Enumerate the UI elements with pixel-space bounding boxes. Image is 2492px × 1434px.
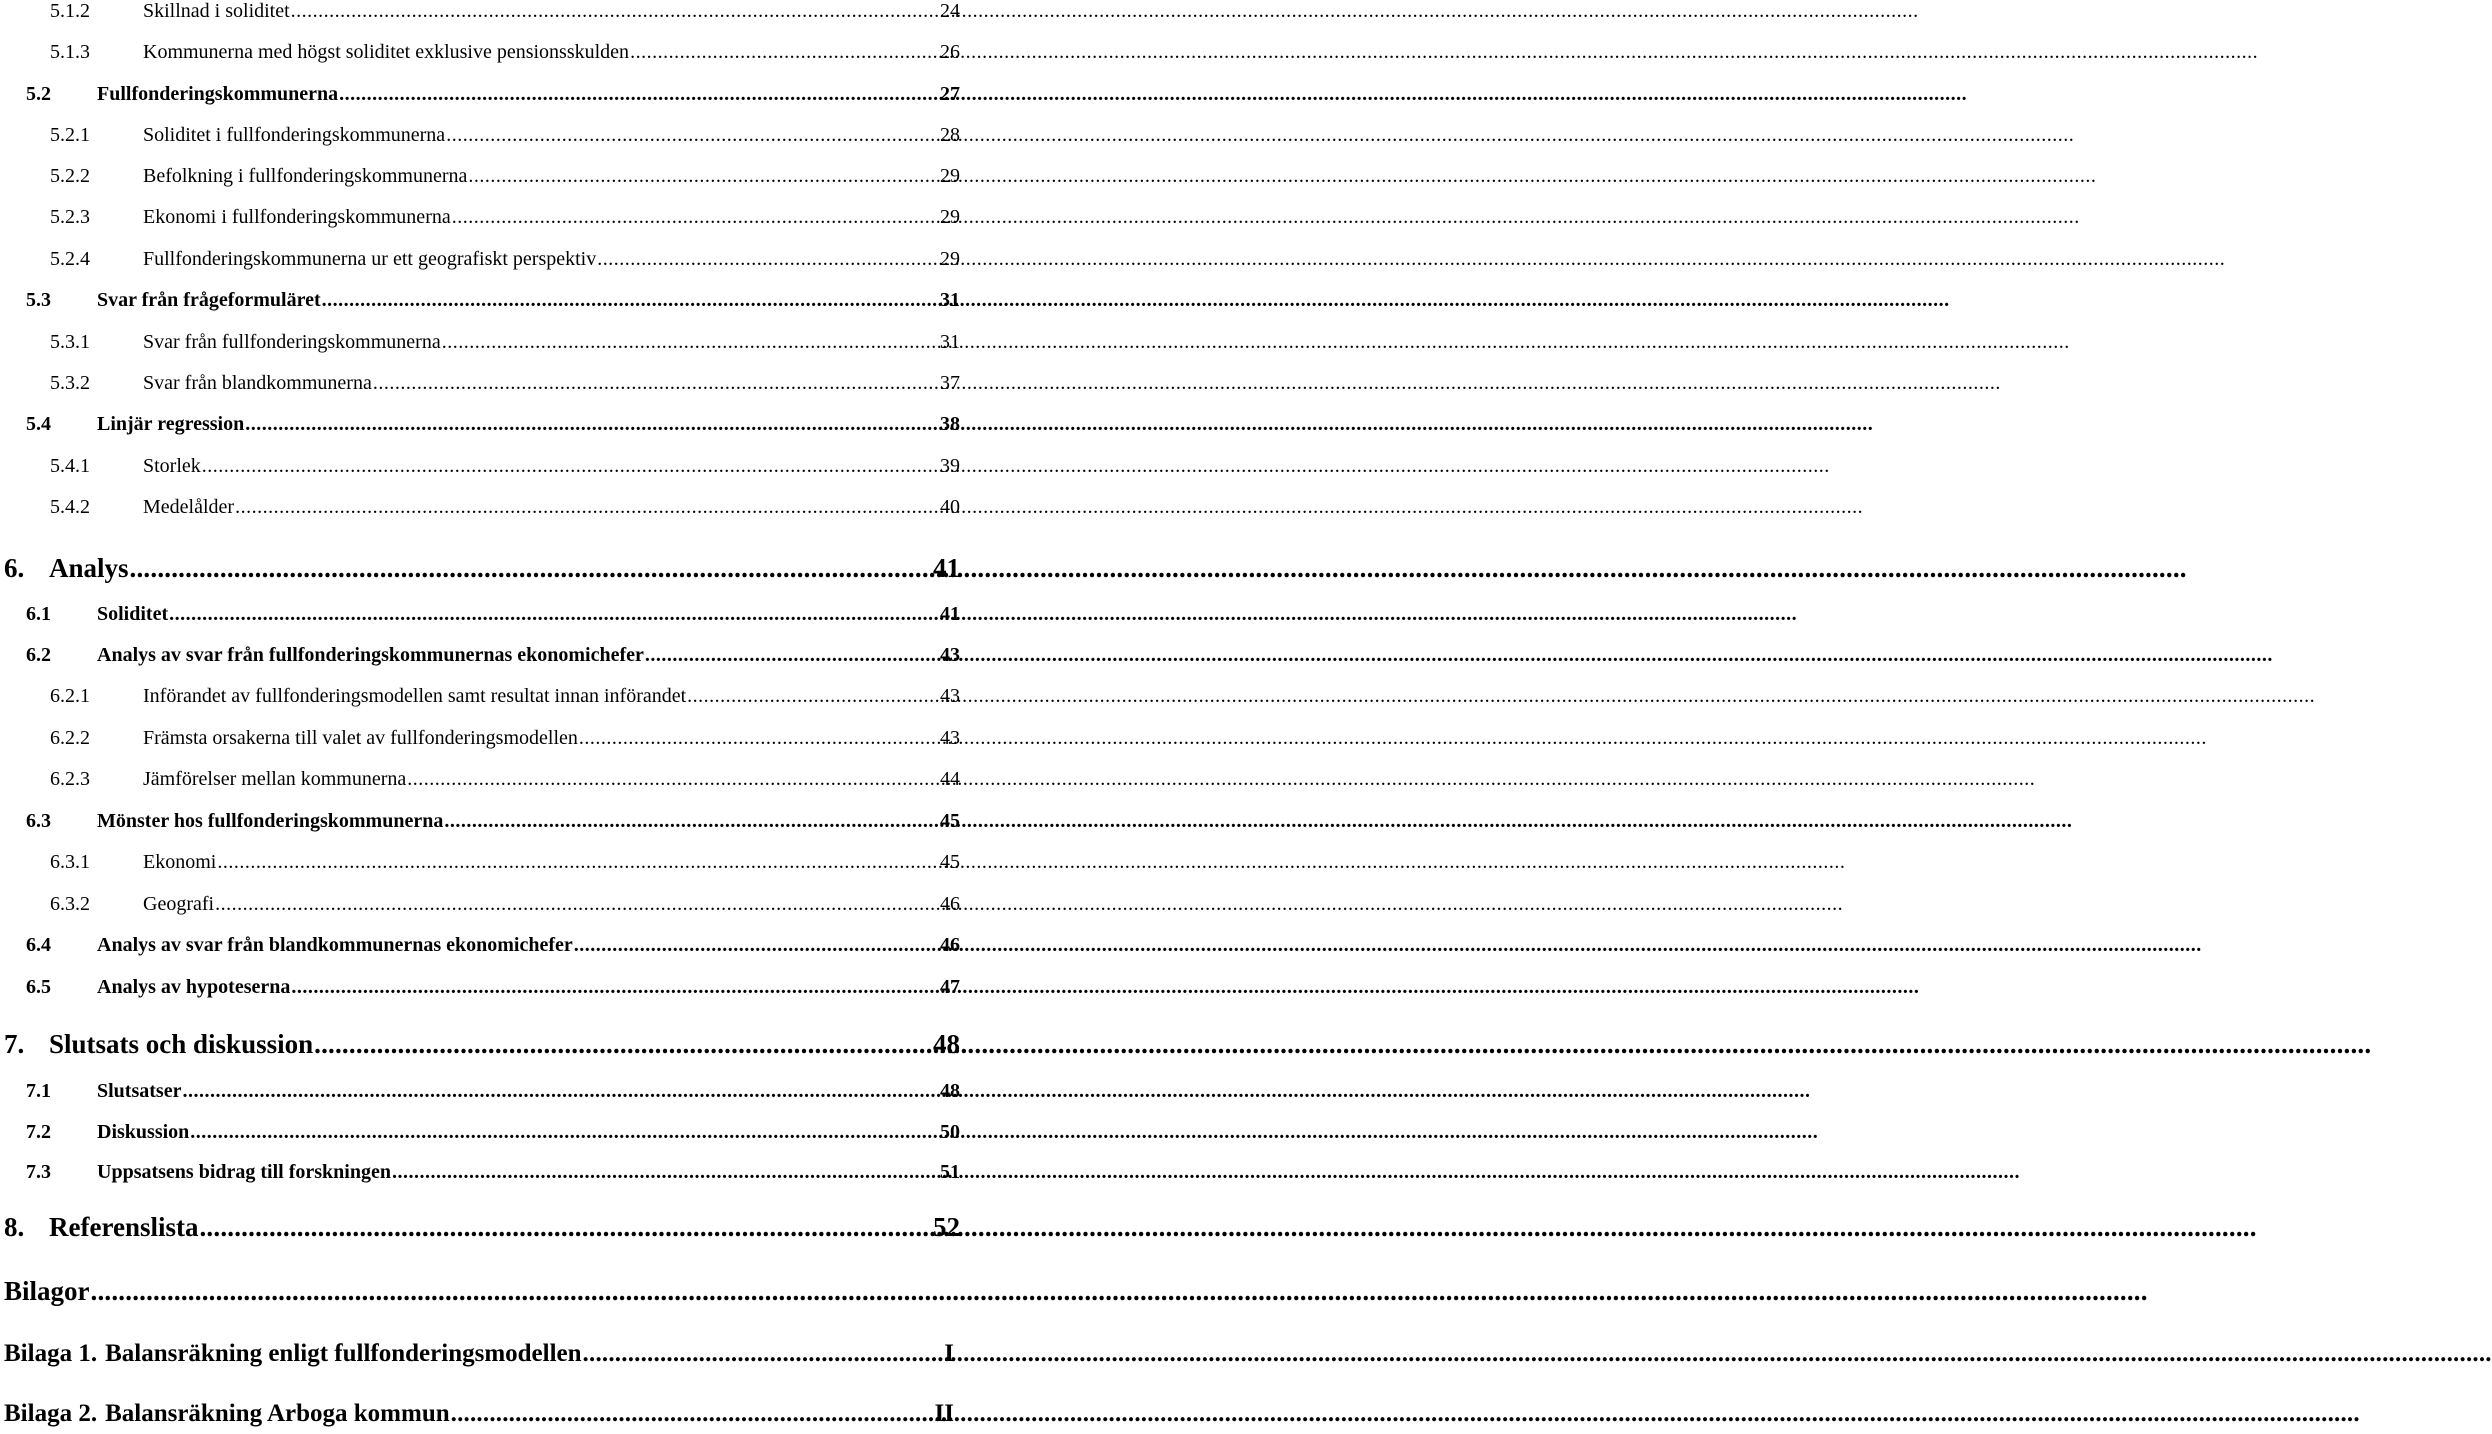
toc-dot-leader (446, 124, 939, 147)
toc-entry-number: 7.3 (26, 1161, 51, 1183)
toc-entry-page-number: 51 (940, 1161, 960, 1183)
toc-entry[interactable] (26, 934, 960, 957)
toc-entry-title: Fullfonderingskommunerna ur ett geografiskt perspektiv (143, 248, 597, 270)
toc-dot-leader (291, 0, 939, 23)
toc-dot-leader (574, 934, 939, 957)
toc-entry[interactable] (26, 603, 960, 626)
toc-entry[interactable] (50, 727, 960, 750)
toc-entry-number: 5.4.1 (50, 455, 90, 477)
toc-entry-title: Jämförelser mellan kommunerna (143, 768, 407, 790)
toc-entry-number: 5.2.3 (50, 206, 90, 228)
toc-entry[interactable] (50, 893, 960, 916)
toc-entry[interactable] (50, 206, 960, 229)
toc-entry-title: Mönster hos fullfonderingskommunerna (97, 810, 444, 832)
toc-entry-number: 5.1.2 (50, 0, 90, 22)
toc-entry[interactable] (26, 810, 960, 833)
toc-dot-leader (245, 413, 939, 436)
toc-entry-number: 5.2 (26, 83, 51, 105)
toc-entry-title: Svar från frågeformuläret (97, 289, 321, 311)
toc-entry-page-number: 39 (940, 455, 960, 477)
toc-entry-title: Fullfonderingskommunerna (97, 83, 339, 105)
toc-entry-page-number: 40 (940, 496, 960, 518)
toc-entry[interactable] (4, 553, 960, 584)
toc-entry-number: 7.1 (26, 1080, 51, 1102)
toc-entry-title: Främsta orsakerna till valet av fullfonderingsmodellen (143, 727, 578, 749)
toc-entry-number: 5.4.2 (50, 496, 90, 518)
toc-dot-leader (452, 206, 939, 229)
toc-entry-title: Bilagor (4, 1276, 90, 1306)
toc-entry[interactable] (50, 0, 960, 23)
toc-dot-leader (597, 248, 939, 271)
toc-dot-leader (630, 41, 939, 64)
toc-entry-number: 8. (4, 1212, 25, 1242)
table-of-contents (0, 0, 960, 1434)
toc-entry[interactable] (50, 165, 960, 188)
toc-entry-title: Diskussion (97, 1121, 190, 1143)
toc-dot-leader (392, 1161, 939, 1184)
toc-entry[interactable] (26, 289, 960, 312)
toc-entry-page-number: 43 (940, 727, 960, 749)
toc-entry[interactable] (50, 685, 960, 708)
toc-entry[interactable] (50, 331, 960, 354)
toc-entry-number: Bilaga 2. (4, 1400, 98, 1427)
toc-entry-page-number: 43 (940, 644, 960, 666)
toc-entry-number: 5.2.4 (50, 248, 90, 270)
toc-dot-leader (442, 331, 939, 354)
toc-entry-title: Ekonomi i fullfonderingskommunerna (143, 206, 451, 228)
toc-dot-leader (407, 768, 939, 791)
toc-dot-leader (468, 165, 939, 188)
toc-entry-page-number: 26 (940, 41, 960, 63)
toc-entry-title: Storlek (143, 455, 201, 477)
toc-entry-title: Analys av svar från blandkommunernas ekonomichefer (97, 934, 573, 956)
toc-entry[interactable] (50, 124, 960, 147)
toc-entry-page-number: 29 (940, 165, 960, 187)
toc-entry[interactable] (50, 851, 960, 874)
toc-entry-title: Analys av hypoteserna (97, 976, 291, 998)
toc-entry-number: 5.4 (26, 413, 51, 435)
toc-entry-title: Balansräkning enligt fullfonderingsmodellen (105, 1340, 582, 1367)
toc-entry-page-number: 45 (940, 810, 960, 832)
toc-entry-title: Uppsatsens bidrag till forskningen (97, 1161, 391, 1183)
toc-dot-leader (91, 1276, 954, 1307)
toc-entry-page-number: 29 (940, 248, 960, 270)
toc-entry-number: 5.1.3 (50, 41, 90, 63)
toc-entry-page-number: 41 (940, 603, 960, 625)
toc-entry-title: Soliditet i fullfonderingskommunerna (143, 124, 446, 146)
toc-entry[interactable] (26, 1161, 960, 1184)
toc-entry-number: 6.1 (26, 603, 51, 625)
toc-dot-leader (182, 1080, 939, 1103)
toc-entry[interactable] (4, 1340, 954, 1369)
toc-entry[interactable] (50, 455, 960, 478)
toc-entry-number: 5.3 (26, 289, 51, 311)
toc-dot-leader (215, 893, 939, 916)
toc-entry-page-number: 24 (940, 0, 960, 22)
toc-entry-title: Ekonomi (143, 851, 217, 873)
toc-entry[interactable] (26, 413, 960, 436)
toc-entry-page-number: 37 (940, 372, 960, 394)
toc-entry-page-number: 44 (940, 768, 960, 790)
toc-entry-number: 6.3 (26, 810, 51, 832)
toc-entry-title: Geografi (143, 893, 215, 915)
toc-entry-number: 6.2.3 (50, 768, 90, 790)
toc-entry[interactable] (26, 1080, 960, 1103)
toc-dot-leader (291, 976, 939, 999)
toc-entry-number: 7. (4, 1029, 25, 1059)
toc-entry-number: 6.3.2 (50, 893, 90, 915)
toc-entry-title: Linjär regression (97, 413, 245, 435)
toc-entry-number: 5.2.2 (50, 165, 90, 187)
toc-entry[interactable] (26, 1121, 960, 1144)
toc-entry-page-number: 28 (940, 124, 960, 146)
toc-entry-number: 6.4 (26, 934, 51, 956)
toc-dot-leader (130, 553, 932, 584)
toc-dot-leader (373, 372, 939, 395)
toc-entry[interactable] (50, 41, 960, 64)
toc-entry-title: Medelålder (143, 496, 235, 518)
toc-dot-leader (579, 727, 939, 750)
toc-entry[interactable] (4, 1400, 954, 1429)
toc-entry-number: 7.2 (26, 1121, 51, 1143)
toc-entry-page-number: 48 (940, 1080, 960, 1102)
toc-entry-page-number: 31 (940, 289, 960, 311)
toc-entry-number: 6.3.1 (50, 851, 90, 873)
toc-entry-title: Skillnad i soliditet (143, 0, 290, 22)
toc-entry-page-number: 38 (940, 413, 960, 435)
toc-entry-title: Slutsatser (97, 1080, 182, 1102)
toc-entry[interactable] (4, 1029, 960, 1060)
toc-entry-title: Kommunerna med högst soliditet exklusive pensionsskulden (143, 41, 630, 63)
toc-entry[interactable] (50, 768, 960, 791)
toc-dot-leader (190, 1121, 939, 1144)
toc-entry-number: 6.2 (26, 644, 51, 666)
toc-dot-leader (451, 1400, 934, 1429)
toc-entry-page-number: 50 (940, 1121, 960, 1143)
toc-entry-page-number: I (944, 1340, 954, 1367)
toc-entry-title: Svar från fullfonderingskommunerna (143, 331, 441, 353)
toc-entry-title: Referenslista (49, 1212, 199, 1242)
toc-entry-page-number: 46 (940, 893, 960, 915)
toc-entry[interactable] (26, 976, 960, 999)
toc-entry-page-number: 52 (933, 1212, 960, 1242)
toc-dot-leader (235, 496, 939, 519)
toc-entry-number: 6.2.1 (50, 685, 90, 707)
toc-entry-number: 5.2.1 (50, 124, 90, 146)
toc-dot-leader (199, 1212, 932, 1243)
toc-entry-title: Analys (49, 553, 129, 583)
toc-dot-leader (444, 810, 939, 833)
toc-entry-title: Balansräkning Arboga kommun (105, 1400, 450, 1427)
toc-entry-number: 6.5 (26, 976, 51, 998)
toc-entry-title: Analys av svar från fullfonderingskommunernas ekonomichefer (97, 644, 644, 666)
toc-dot-leader (322, 289, 939, 312)
toc-entry[interactable] (50, 248, 960, 271)
toc-dot-leader (202, 455, 939, 478)
toc-entry-page-number: 29 (940, 206, 960, 228)
toc-dot-leader (687, 685, 939, 708)
toc-entry-page-number: 27 (940, 83, 960, 105)
toc-entry-page-number: 46 (940, 934, 960, 956)
toc-entry[interactable] (4, 1276, 954, 1307)
toc-entry-title: Soliditet (97, 603, 169, 625)
toc-entry[interactable] (50, 372, 960, 395)
toc-entry[interactable] (26, 644, 960, 667)
toc-entry-page-number: 47 (940, 976, 960, 998)
toc-entry-number: Bilaga 1. (4, 1340, 98, 1367)
toc-entry-page-number: 48 (933, 1029, 960, 1059)
toc-entry-number: 5.3.1 (50, 331, 90, 353)
toc-entry-page-number: 41 (933, 553, 960, 583)
toc-dot-leader (583, 1340, 944, 1369)
toc-dot-leader (645, 644, 939, 667)
toc-entry-number: 6. (4, 553, 25, 583)
toc-entry-title: Befolkning i fullfonderingskommunerna (143, 165, 468, 187)
toc-entry-page-number: 45 (940, 851, 960, 873)
toc-entry-title: Slutsats och diskussion (49, 1029, 314, 1059)
toc-entry-page-number: 31 (940, 331, 960, 353)
toc-entry-number: 5.3.2 (50, 372, 90, 394)
toc-entry[interactable] (4, 1212, 960, 1243)
toc-entry-number: 6.2.2 (50, 727, 90, 749)
toc-entry[interactable] (26, 83, 960, 106)
toc-dot-leader (217, 851, 939, 874)
toc-entry-page-number: II (934, 1400, 954, 1427)
toc-dot-leader (339, 83, 939, 106)
toc-entry-page-number: 43 (940, 685, 960, 707)
toc-entry[interactable] (50, 496, 960, 519)
toc-entry-title: Införandet av fullfonderingsmodellen samt resultat innan införandet (143, 685, 687, 707)
toc-dot-leader (314, 1029, 932, 1060)
toc-dot-leader (169, 603, 939, 626)
toc-entry-title: Svar från blandkommunerna (143, 372, 372, 394)
